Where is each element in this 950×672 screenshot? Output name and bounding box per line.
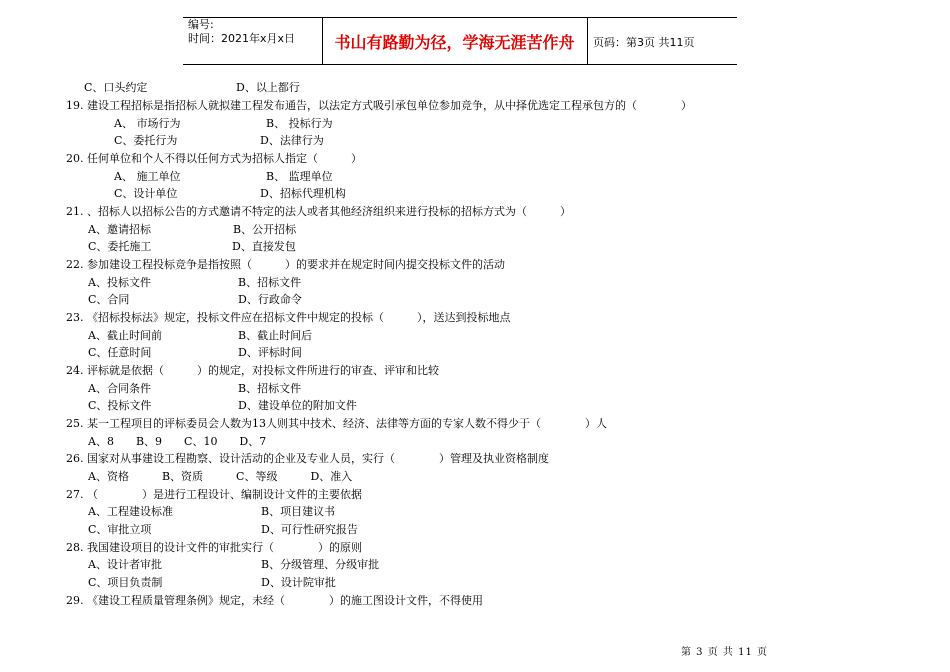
header-meta	[188, 18, 295, 46]
option-line: A、合同条件 B、招标文件	[88, 382, 302, 395]
question-21: 21. 、招标人以招标公告的方式邀请不特定的法人或者其他经济组织来进行投标的招标方式为（ ）	[66, 205, 571, 218]
option-line: A、截止时间前 B、截止时间后	[88, 329, 313, 342]
header-page-info: 页码：第3页 共11页	[593, 36, 695, 49]
question-22: 22. 参加建设工程投标竞争是指按照（ ）的要求并在规定时间内提交投标文件的活动	[66, 258, 505, 271]
option-line: A、 市场行为 B、 投标行为	[114, 117, 333, 130]
option-line: C、审批立项 D、可行性研究报告	[88, 523, 358, 536]
header-bottom-rule	[183, 64, 737, 65]
option-line: C、合同 D、行政命令	[88, 293, 302, 306]
question-19: 19. 建设工程招标是指招标人就拟建工程发布通告，以法定方式吸引承包单位参加竞争，从中择优选定工程承包方的（ ）	[66, 99, 692, 112]
option-line: C、项目负责制 D、设计院审批	[88, 576, 336, 589]
option-line: A、邀请招标 B、公开招标	[88, 223, 297, 236]
option-line: A、工程建设标准 B、项目建议书	[88, 505, 336, 518]
question-27: 27. （ ）是进行工程设计、编制设计文件的主要依据	[66, 488, 362, 501]
question-24: 24. 评标就是依据（ ）的规定，对投标文件所进行的审查、评审和比较	[66, 364, 439, 377]
option-line: C、委托行为 D、法律行为	[114, 134, 324, 147]
question-25: 25. 某一工程项目的评标委员会人数为13人则其中技术、经济、法律等方面的专家人数不得少于（ ）人	[66, 417, 607, 430]
option-line: C、委托施工 D、直接发包	[88, 240, 296, 253]
question-20: 20. 任何单位和个人不得以任何方式为招标人指定（ ）	[66, 152, 362, 165]
question-29: 29. 《建设工程质量管理条例》规定，未经（ ）的施工图设计文件，不得使用	[66, 594, 483, 607]
option-line: A、资格 B、资质 C、等级 D、准入	[88, 470, 353, 483]
option-line: A、设计者审批 B、分级管理、分级审批	[88, 558, 380, 571]
header-time-label: 时间：2021年x月x日	[188, 32, 296, 45]
option-line: C、任意时间 D、评标时间	[88, 346, 302, 359]
question-28: 28. 我国建设项目的设计文件的审批实行（ ）的原则	[66, 541, 362, 554]
option-line: A、 施工单位 B、 监理单位	[114, 170, 333, 183]
option-line: C、投标文件 D、建设单位的附加文件	[88, 399, 357, 412]
option-line: C、口头约定 D、以上都行	[84, 81, 300, 94]
option-line: A、8 B、9 C、10 D、7	[88, 435, 267, 448]
header-number-label: 编号:	[188, 18, 214, 31]
header-divider-2	[587, 17, 588, 64]
header-motto: 书山有路勤为径，学海无涯苦作舟	[334, 33, 575, 52]
page-footer: 第 3 页 共 11 页	[681, 647, 768, 658]
question-26: 26. 国家对从事建设工程勘察、设计活动的企业及专业人员，实行（ ）管理及执业资格制度	[66, 452, 549, 465]
question-23: 23. 《招标投标法》规定，投标文件应在招标文件中规定的投标（ ），送达到投标地点	[66, 311, 511, 324]
option-line: A、投标文件 B、招标文件	[88, 276, 302, 289]
option-line: C、设计单位 D、招标代理机构	[114, 187, 346, 200]
